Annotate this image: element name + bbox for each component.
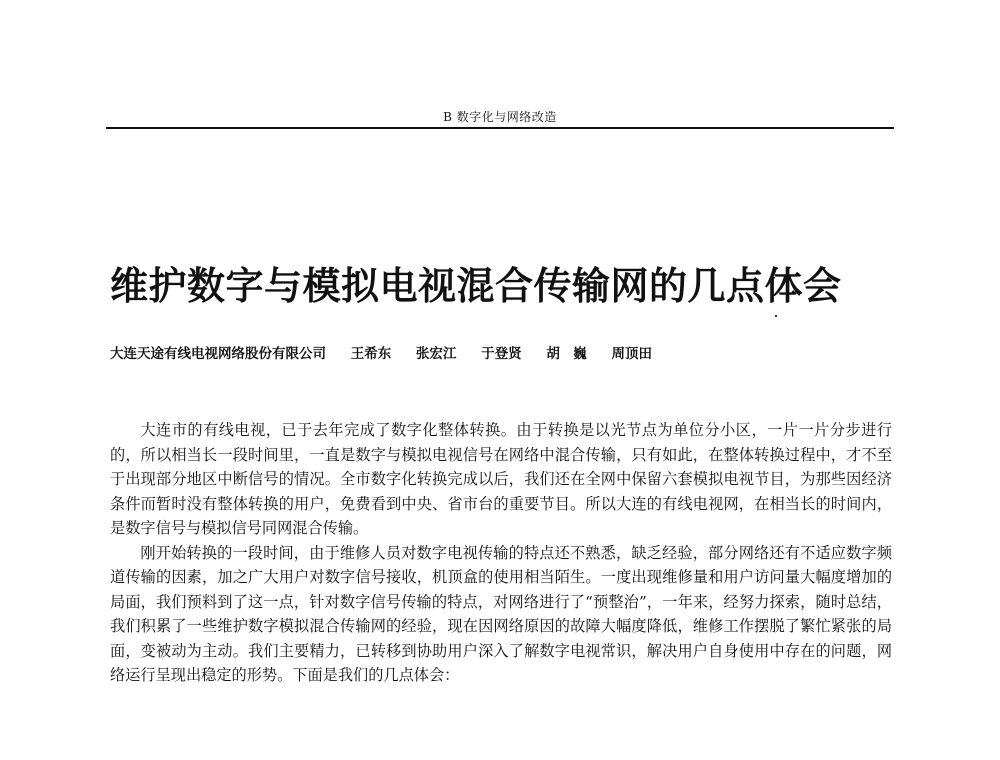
author-name: 张宏江 [415, 346, 457, 362]
article-body [110, 418, 892, 688]
author-name: 于登贤 [481, 346, 522, 362]
author-organization: 大连天途有线电视网络股份有限公司 [110, 346, 326, 362]
body-paragraph: 大连市的有线电视，已于去年完成了数字化整体转换。由于转换是以光节点为单位分小区，一片一片分步进行的，所以相当长一段时间里，一直是数字与模拟电视信号在网络中混合传输，只有如此，在整体转换过程中，才不至于出现部分地区中断信号的情况。全市数字化转换完成以后，我们还在全网中保留六套模拟电视节目，为那些因经济条件而暂时没有整体转换的用户，免费看到中央、省市台的重要节目。所以大连的有线电视网，在相当长的时间内，是数字信号与模拟信号同网混合传输。 [110, 421, 892, 537]
author-name: 周顶田 [611, 346, 653, 362]
article-title: 维护数字与模拟电视混合传输网的几点体会 [110, 264, 842, 308]
author-line [110, 342, 672, 362]
author-name: 胡 巍 [546, 346, 587, 362]
running-header: B 数字化与网络改造 [443, 110, 557, 124]
author-name: 王希东 [350, 346, 392, 362]
scan-speck [775, 315, 777, 317]
body-paragraph: 刚开始转换的一段时间，由于维修人员对数字电视传输的特点还不熟悉，缺乏经验，部分网络还有不适应数字频道传输的因素，加之广大用户对数字信号接收，机顶盒的使用相当陌生。一度出现维修量和用户访问量大幅度增加的局面，我们预料到了这一点，针对数字信号传输的特点，对网络进行了“预整治”，一年来，经努力探索，随时总结，我们积累了一些维护数字模拟混合传输网的经验，现在因网络原因的故障大幅度降低，维修工作摆脱了繁忙紧张的局面，变被动为主动。我们主要精力，已转移到协助用户深入了解数字电视常识，解决用户自身使用中存在的问题，网络运行呈现出稳定的形势。下面是我们的几点体会： [110, 543, 892, 684]
header-rule [106, 127, 894, 129]
